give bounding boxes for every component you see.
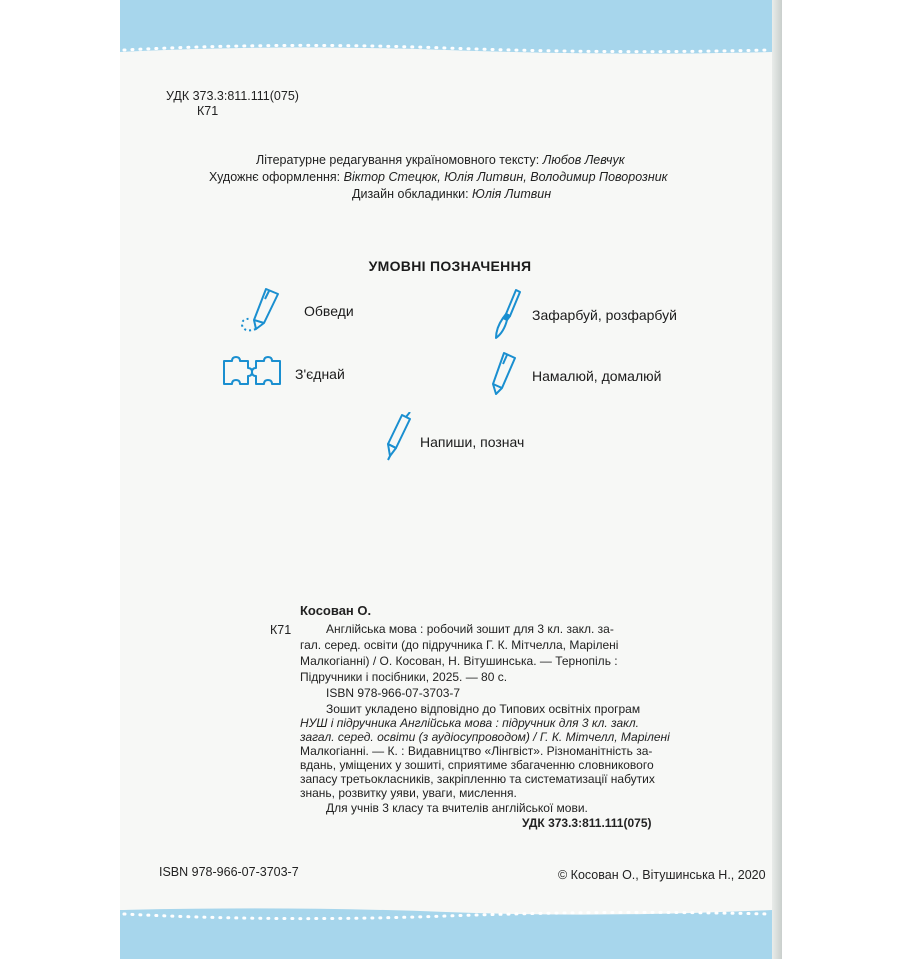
draw-pencil-icon bbox=[488, 350, 518, 398]
credit-cover-label: Дизайн обкладинки: bbox=[352, 187, 469, 201]
biblio-line: вдань, уміщених у зошиті, сприятиме збагаченню словникового bbox=[300, 758, 654, 772]
biblio-line: Малкогіанні. — К. : Видавництво «Лінгвіст». Різноманітність за- bbox=[300, 744, 653, 758]
biblio-line: загал. серед. освіти (з аудіосупроводом) / Г. К. Мітчелл, Марілені bbox=[300, 730, 670, 744]
biblio-line: НУШ і підручника Англійська мова : підручник для 3 кл. закл. bbox=[300, 716, 639, 730]
legend-draw-label: Намалюй, домалюй bbox=[532, 368, 662, 384]
credit-art-label: Художнє оформлення: bbox=[209, 170, 341, 184]
credit-art bbox=[209, 170, 668, 185]
k-code: К71 bbox=[197, 104, 219, 118]
biblio-line: Підручники і посібники, 2025. — 80 с. bbox=[300, 670, 508, 684]
biblio-udk: УДК 373.3:811.111(075) bbox=[522, 816, 652, 830]
bottom-dotted-wave bbox=[120, 896, 772, 959]
biblio-isbn: ISBN 978-966-07-3703-7 bbox=[326, 686, 461, 700]
biblio-line: Малкогіанні) / О. Косован, Н. Вітушинська. — Тернопіль : bbox=[300, 654, 618, 668]
biblio-code: К71 bbox=[270, 623, 292, 637]
credit-cover bbox=[352, 187, 551, 202]
credit-cover-name: Юлія Литвин bbox=[472, 187, 552, 201]
legend-title: УМОВНІ ПОЗНАЧЕННЯ bbox=[368, 258, 532, 274]
legend-connect-label: З'єднай bbox=[295, 366, 345, 382]
legend-color-label: Зафарбуй, розфарбуй bbox=[532, 307, 677, 323]
pen-icon bbox=[380, 412, 414, 462]
biblio-line: запасу третьокласників, закріпленню та систематизації набутих bbox=[300, 772, 655, 786]
credit-art-names: Віктор Стецюк, Юлія Литвин, Володимир Поворозник bbox=[343, 170, 668, 184]
biblio-line: знань, розвитку уяви, уваги, мислення. bbox=[300, 786, 517, 800]
trace-pencil-icon bbox=[238, 285, 286, 335]
credit-literary-label: Літературне редагування україномовного тексту: bbox=[256, 153, 540, 167]
page-sheet bbox=[120, 0, 780, 959]
isbn-footer: ISBN 978-966-07-3703-7 bbox=[159, 865, 299, 879]
biblio-line: Зошит укладено відповідно до Типових освітніх програм bbox=[326, 702, 641, 716]
top-dotted-wave bbox=[120, 0, 772, 70]
legend-write-label: Напиши, познач bbox=[420, 434, 525, 450]
paintbrush-icon bbox=[490, 288, 524, 342]
biblio-line: Англійська мова : робочий зошит для 3 кл. закл. за- bbox=[326, 622, 614, 636]
biblio-audience: Для учнів 3 класу та вчителів англійської мови. bbox=[326, 801, 588, 815]
copyright: © Косован О., Вітушинська Н., 2020 bbox=[558, 868, 766, 882]
biblio-line: гал. серед. освіти (до підручника Г. К. Мітчелла, Марілені bbox=[300, 638, 619, 652]
legend-trace-label: Обведи bbox=[304, 303, 354, 319]
credit-literary bbox=[256, 153, 625, 168]
puzzle-icon bbox=[221, 356, 283, 388]
udk-header: УДК 373.3:811.111(075) bbox=[166, 89, 299, 103]
biblio-author: Косован О. bbox=[300, 603, 372, 618]
page-edge bbox=[772, 0, 782, 959]
credit-literary-name: Любов Левчук bbox=[542, 153, 625, 167]
